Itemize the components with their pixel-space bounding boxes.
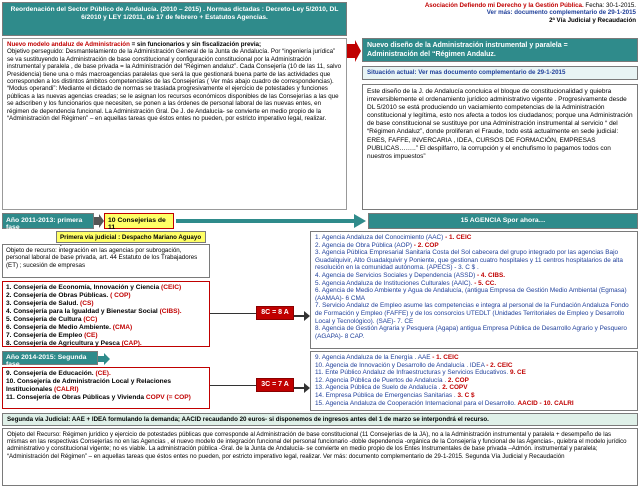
consejeria-name: Consejería de Economía, Innovación y Ciencia — [13, 284, 160, 291]
consejeria-code: ( COP) — [110, 292, 131, 299]
arrow-eq1 — [294, 308, 310, 318]
agencia-item — [315, 234, 633, 242]
consejeria-name: Consejería de Agricultura y Pesca — [13, 340, 120, 347]
equation2-badge: 3C = 7 A — [256, 378, 294, 392]
consejeria-num: 3. — [6, 300, 12, 307]
arrow-phase1 — [94, 214, 104, 228]
long-arrow-phase1 — [176, 214, 366, 228]
path-label: 2ª Vía Judicial y Recaudación — [549, 16, 636, 24]
see-more-link[interactable]: Ver más: documento complementario de 29-1-2015 — [486, 9, 636, 17]
agencia-name: Agencia Pública Empresarial Sanitaria Costa del Sol — [321, 249, 471, 257]
agencia-code: AACID - 10. CALRI — [517, 399, 574, 407]
consejeria-num: 8. — [6, 340, 12, 347]
agencia-name: Agencia de Obra Pública (AOP) — [321, 241, 413, 249]
agencia-num: 3. — [315, 249, 321, 257]
main-title-box — [2, 2, 347, 36]
right-body-text: Este diseño de la J. de Andalucía concluica el bloque de constitucionalidad y quiebra irreversiblemente el ordenamiento jurídico administrativo vigente . Progresivamente desde DL 5/2010 se está produciendo un vaciamiento competencias de la Administración constitucional y legítima, esto nos afecta a todos los ciudadanos; porque una Administración de base constitucional se sustituye por una Administración instrumental al servicio “ del “Régimen Andaluz”, donde proliferan el Fraude, todo está actualmente en sede judicial: ERES, FAFFE, INVERCARIA , IDEA, CURSOS DE FORMACIÓN, EMPRESAS PUBLICAS……..” El despilfarro, la corrupción y el enchufismo lo pagamos todos con nuestros impuestos” — [367, 88, 633, 160]
phase1-label: Año 2011-2013: primera fase — [2, 213, 94, 229]
line-left-2 — [210, 385, 256, 386]
consejeria-code: (CEIC) — [161, 284, 182, 291]
agencia-extra: cabecera del grupo integrado por las agencias Bajo Guadalquivir, Alto Guadalquivir y Poniente, que gestionan cuatro hospitales y 11 centros hospitalarios de alta resolución en la comunidad autónoma. (APECS) - 3. C $ . — [315, 249, 623, 272]
agencia-name: Agencia Andaluza de Cooperación Internacional para el Desarrollo. — [325, 399, 516, 407]
consejeria-name: Consejería para la Igualdad y Bienestar Social — [13, 308, 158, 315]
agencias1-box — [310, 231, 638, 349]
consejerias2-list — [6, 370, 206, 402]
agencias1-list — [315, 234, 633, 340]
agencia-code: 2. COPV — [442, 384, 468, 392]
agencia-item — [315, 302, 633, 325]
consejeria-item — [6, 332, 206, 340]
right-title-line1: Nuevo diseño de la Administración instrumental y paralela = — [367, 42, 568, 49]
agencia-item — [315, 280, 633, 288]
situacion-box — [362, 66, 638, 80]
agencia-num: 4. — [315, 271, 321, 279]
consejeria-num: 11. — [6, 394, 15, 401]
assoc-name: Asociación Defiendo mi Derecho y la Gestión Pública. — [424, 2, 584, 9]
consejeria-item — [6, 292, 206, 300]
right-body-box — [362, 84, 638, 210]
consejeria-code: (CMA) — [112, 324, 133, 331]
agencia-name: Agencia de Gestión Agraria y Pesquera (Agapa) — [321, 325, 459, 333]
consejeria-code: (CE) — [84, 332, 98, 339]
date-label: Fecha: 30-1-2015. — [585, 2, 636, 9]
header-right — [380, 2, 636, 36]
agencia-name: Agencia Pública de Puertos de Andalucía . — [325, 376, 447, 384]
consejeria-name: Consejería de Empleo — [13, 332, 83, 339]
agencia-item — [315, 362, 633, 370]
agencia-code: - 2. CEIC — [486, 361, 513, 369]
consejeria-item — [6, 378, 206, 394]
agencia-code: - 1. CEIC — [445, 234, 472, 241]
agencia-extra: (antigua Empresa de Gestión Medio Ambiental (Egmasa) (AAMAA)- 6 CMA — [315, 287, 627, 302]
footer-box: Objeto del Recurso: Régimen jurídico y ejercicio de potestades públicas que corresponde al Administración de base constitucional (11 Consejerías de la JA), no a la Administración instrumental y paralela + desempeño de las mismas en las respectivas Consejerías no en las Agencias , el nuevo modelo de integración funcional del personal funcionario -doble dependencia -orgánica de la Consejería y funcional de las Agencias-, quiebra el modelo jurídico administrativo y constitucional vigente; no es viable. La administración pública -Gral. de la Junta de Andalucía- se convierte en medio propio de los Entes Instrumentales de base privada –Admón. instrumental y paralela; “Administración del Régimen” – en aquellas tareas que éstos entes no pueden, por estricto imperativo legal, realizar. Ver más: documento complementario de 29-1-2015. Segunda Vía Judicial y Recaudación — [2, 428, 638, 486]
agencias2-list — [315, 354, 633, 407]
agencia-item — [315, 384, 633, 392]
phase2-label: Año 2014-2015: Segunda fase — [2, 351, 98, 365]
consejeria-item — [6, 324, 206, 332]
agencia-num: 7. — [315, 302, 321, 310]
intro-paragraph: Objetivo perseguido: Desmantelamiento de la Administración General de la Junta de Andalucía. Por “ingeniería jurídica” se va sustituyendo la Administración de base constitucional y configuración constitucional por la Administración instrumental y paralela , de base privada = la Administración del “Régimen andaluz”. Cada Consejería (10 de las 11, salvo Presidencia) tiene una o más macroagencias paralelas que será la que gestionará buena parte de las actividades que corresponden a los distintos ámbitos competenciales de las Consejerías ( Ver más abajo cuadro de correspondencias). “Modus operandi”: Mediante el dictado de normas se traslada progresivamente el ejercicio de potestades y funciones públicas a las nuevas agencias creadas; se le asignan los recursos económicos disponibles de las Consejerías a las que se adscriben y los funcionarios que necesiten, se ponen a las órdenes de personal laboral de las nuevas entes, en régimen de dependencia funcional. La Administración Gral. De J. de Andalucía- se convierte en medio propio de la “Administración del Régimen” – en aquellas tareas que éstos entes no pueden, por estricto imperativo legal, realizar. — [7, 48, 342, 123]
consejeria-item — [6, 316, 206, 324]
consejeria-name: Consejería de Administración Local y Relaciones Institucionales — [6, 378, 172, 393]
consejeria-item — [6, 284, 206, 292]
arrow-intro-right — [347, 40, 361, 62]
agencia-item — [315, 400, 633, 408]
consejeria-code: COPV (= COP) — [145, 394, 191, 401]
consejeria-num: 4. — [6, 308, 12, 315]
intro-heading: Nuevo modelo andaluz de Administración — [7, 41, 130, 48]
arrow-phase2 — [98, 352, 110, 364]
consejeria-name: Consejería de Medio Ambiente. — [13, 324, 111, 331]
agencia-num: 10. — [315, 361, 324, 369]
arrow-eq2 — [294, 380, 310, 390]
judicial1-title-box: Primera vía judicial : Despacho Mariano Aguayo . — [56, 231, 206, 243]
agencia-code: 3. C $ — [457, 391, 475, 399]
consejeria-code: (CC) — [83, 316, 98, 323]
agencia-num: 14. — [315, 391, 324, 399]
agencia-item — [315, 242, 633, 250]
consejeria-name: Consejería de Educación. — [13, 370, 94, 377]
agencia-item — [315, 369, 633, 377]
consejeria-code: (CE). — [95, 370, 111, 377]
agencia-name: Empresa Pública de Emergencias Sanitarias . — [325, 391, 456, 399]
agencia-name: Agencia Andaluza del Conocimiento (AAC) — [321, 234, 444, 241]
agencia-name: Agencia Andaluza de la Energía . AAE — [321, 354, 431, 361]
agencia-name: Servicio Andaluz de Empleo — [322, 302, 402, 310]
agencia-num: 9. — [315, 354, 321, 361]
equation1-badge: 8C = 8 A — [256, 306, 294, 320]
agencia-name: Agencia Pública de Suelo de Andalucía . — [325, 384, 441, 392]
consejeria-name: Consejería de Obras Públicas y Vivienda — [16, 394, 145, 401]
consejeria-num: 2. — [6, 292, 12, 299]
consejeria-code: (CAP). — [121, 340, 142, 347]
agencia-item — [315, 249, 633, 272]
consejeria-code: (CS) — [80, 300, 94, 307]
consejeria-num: 7. — [6, 332, 12, 339]
consejeria-num: 9. — [6, 370, 12, 377]
agencia-code: - 2. COP — [413, 241, 439, 249]
agencia-code: - 1. CEIC — [432, 354, 459, 361]
agencia-num: 5. — [315, 279, 321, 287]
consejeria-num: 5. — [6, 316, 12, 323]
consejeria-num: 1. — [6, 284, 12, 291]
consejeria-code: (CALRI) — [54, 386, 79, 393]
agencia-extra: antigua Empresa Pública de Desarrollo Agrario y Pesquero (AGAPA)- 8 CAP. — [315, 325, 627, 340]
agencia-num: 1. — [315, 234, 321, 241]
agencia-code: - 4. CIBS. — [477, 271, 506, 279]
consejeria-num: 10. — [6, 378, 16, 385]
agencia-item — [315, 272, 633, 280]
agencia-num: 2. — [315, 241, 321, 249]
agencia-name: Agencia de Servicios Sociales y Dependencia (ASSD) — [321, 271, 476, 279]
agencia-name: Agencia Andaluza de Instituciones Culturales (AAIC). — [321, 279, 473, 287]
agencia-num: 15. — [315, 399, 324, 407]
agencia-num: 12. — [315, 376, 324, 384]
agencia-code: - 5. CC. — [474, 279, 497, 287]
agencia-num: 8. — [315, 325, 321, 333]
consejeria-name: Consejería de Cultura — [13, 316, 82, 323]
agencia-item — [315, 377, 633, 385]
consejeria-item — [6, 300, 206, 308]
consejeria-code: (CIBS). — [159, 308, 182, 315]
right-title-line2: Administración del “Régimen Andaluz. — [367, 51, 496, 58]
right-title-box — [362, 38, 638, 62]
agencia-extra: asume las competencias e integra al personal de la Fundación Andaluza Fondo de Formación y Empleo (FAFFE) y de los consorcios UTEDLT (Unidades Territoriales de Empleo y Desarrollo Local y Tecnológico). (SAE)- 7. CE — [315, 302, 629, 325]
agencia-item — [315, 392, 633, 400]
intro-box — [2, 38, 347, 210]
agencia-num: 6. — [315, 287, 321, 295]
consejeria-num: 6. — [6, 324, 12, 331]
consejeria-item — [6, 394, 206, 402]
agencia-item — [315, 354, 633, 362]
agencia-code: 9. CE — [509, 369, 526, 377]
main-title: Reordenación del Sector Público de Andalucía. (2010 – 2015) . Normas dictadas : Decreto-Ley 5/2010, DL 6/2010 y LEY 1/2011, de 17 de febrero + Estatutos Agencias. — [10, 6, 339, 22]
situacion-text[interactable]: Situación actual: Ver mas documento complementario de 29-1-2015 — [367, 69, 566, 76]
consejeria-item — [6, 340, 206, 348]
agencia-num: 13. — [315, 384, 324, 392]
agencias2-box — [310, 351, 638, 411]
judicial1-objeto-box: Objeto de recurso: integración en las agencias por subrogación, personal laboral de base privada, art. 44 Estatuto de los Trabajadores (ET) ; sucesión de empresas — [2, 244, 210, 278]
agencia-name: Agencia de Medio Ambiente y Agua de Andalucía, — [321, 287, 464, 295]
segunda-via-box: Segunda vía Judicial: AAE + IDEA formulando la demanda; AACID recaudando 20 euros- si disponemos de ingresos antes del 1 de marzo se interpondrá el recurso. — [2, 413, 638, 426]
agencia-name: Ente Público Andaluz de Infraestructuras y Servicios Educativos. — [325, 369, 509, 377]
line-left-1 — [210, 313, 256, 314]
consejeria-item — [6, 370, 206, 378]
consejeria-name: Consejería de Salud. — [13, 300, 79, 307]
consejeria-name: Consejería de Obras Públicas. — [13, 292, 109, 299]
intro-text: Nuevo modelo andaluz de Administración = sin funcionarios y sin fiscalización previa; Objetivo perseguido: Desmantelamiento de la Administración General de la Junta de Andalucía. Por “ingeniería jurídica” se va sustituyendo la Administración de base constitucional y configuración constitucional por la Administración instrumental y paralela , de base privada = la Administración del “Régimen andaluz”. Cada Consejería (10 de las 11, salvo Presidencia) tiene una o más macroagencias paralelas que será la que gestionará buena parte de las actividades que corresponden a los distintos ámbitos competenciales de las Consejerías ( Ver más abajo cuadro de correspondencias). “Modus operandi”: Mediante el dictado de normas se traslada progresivamente el ejercicio de potestades y funciones públicas a las nuevas agencias creadas; se le asignan los recursos económicos disponibles de las Consejerías a las que se adscriben y los funcionarios que necesiten, se ponen a las órdenes de personal laboral de las nuevas entes, en régimen de dependencia funcional. La Administración Gral. De J. de Andalucía- se convierte en medio propio de la “Administración del Régimen” – en aquellas tareas que éstos entes no pueden, por estricto imperativo legal, realizar. — [7, 41, 342, 123]
agencia-num: 11. — [315, 369, 324, 377]
agencia-item — [315, 325, 633, 340]
agencia-code: 2. COP — [447, 376, 469, 384]
agencias-count-box: 15 AGENCIA Spor ahora… — [368, 213, 638, 229]
consejeria-item — [6, 308, 206, 316]
agencia-name: Agencia de Innovación y Desarrollo de Andalucía . IDEA — [325, 361, 485, 369]
consejerias2-box — [2, 367, 210, 409]
consejerias1-box — [2, 281, 210, 347]
consejerias1-list — [6, 284, 206, 348]
agencia-item — [315, 287, 633, 302]
consejerias-count-box: 10 Consejerias de 11 — [104, 213, 174, 229]
